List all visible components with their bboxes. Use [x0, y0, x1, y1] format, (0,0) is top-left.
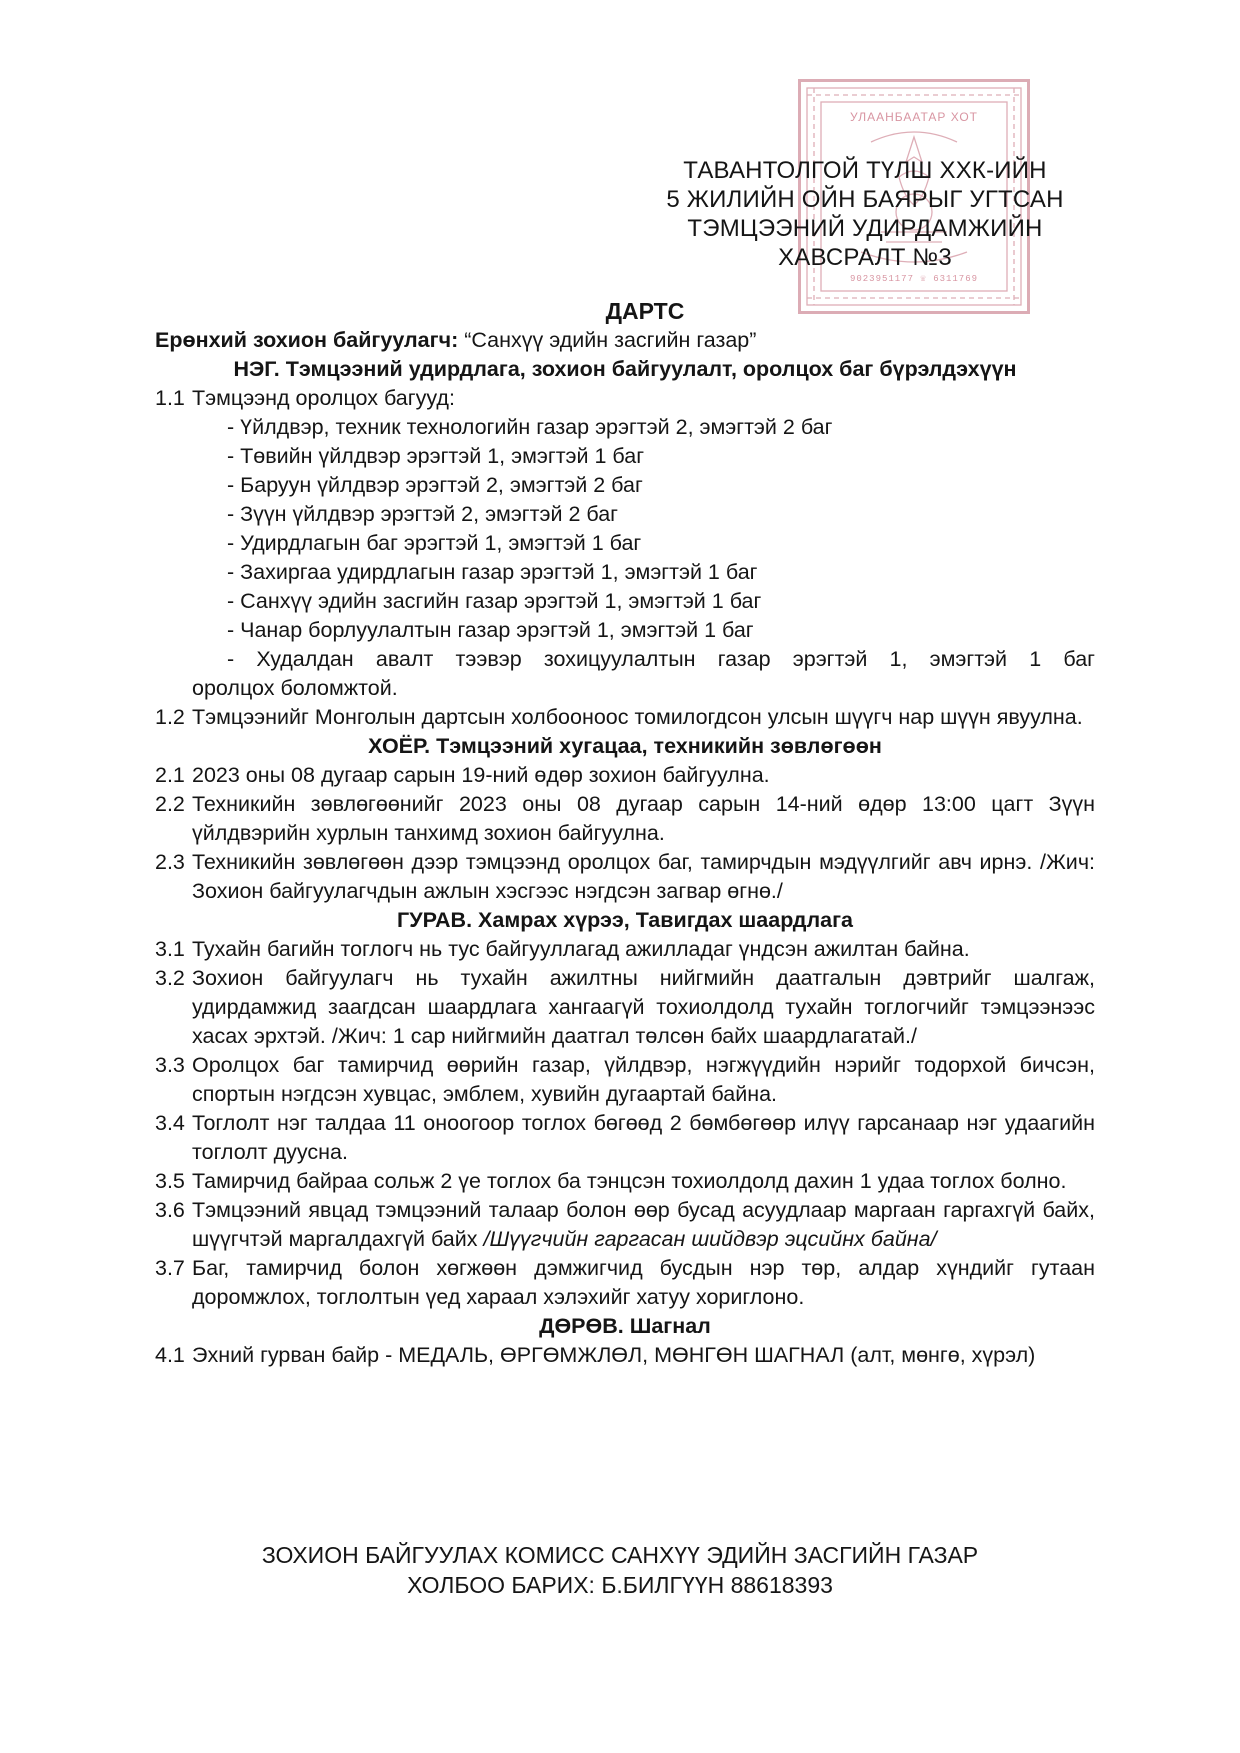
item-text: Зохион байгуулагч нь тухайн ажилтны нийгмийн даатгалын дэвтрийг шалгаж, удирдамжид заагдсан шаардлага хангаагүй тохиолдолд тухайн тоглогчийг тэмцээнээс хасах эрхтэй. /Жич: 1 сар нийгмийн даатгал төлсөн байх шаардлагатай./ — [192, 966, 1095, 1048]
list-item — [155, 1341, 1095, 1370]
header-line-2: 5 ЖИЛИЙН ОЙН БАЯРЫГ УГТСАН — [666, 186, 1064, 213]
section-4-heading: ДӨРӨВ. Шагнал — [539, 1314, 711, 1338]
section-3-heading: ГУРАВ. Хамрах хүрээ, Тавигдах шаардлага — [397, 908, 853, 932]
document-footer — [0, 1540, 1240, 1600]
item-number: 1.2 — [155, 705, 185, 729]
section-2-heading: ХОЁР. Тэмцээний хугацаа, техникийн зөвлөгөөн — [368, 734, 882, 758]
team-item: - Зүүн үйлдвэр эрэгтэй 2, эмэгтэй 2 баг — [227, 502, 618, 526]
item-text — [192, 1196, 1095, 1254]
team-item: - Үйлдвэр, техник технологийн газар эрэгтэй 2, эмэгтэй 2 баг — [227, 415, 833, 439]
list-item — [155, 848, 1095, 906]
list-item — [155, 964, 1095, 1051]
item-text: Техникийн зөвлөгөөн дээр тэмцээнд оролцох баг, тамирчдын мэдүүлгийг авч ирнэ. /Жич: Зохион байгуулагчдын ажлын хэсгээс нэгдсэн загвар өгнө./ — [192, 850, 1095, 903]
stamp-bottom-text: 9023951177 ☏ 6311769 — [849, 274, 979, 284]
item-text: Эхний гурван байр - МЕДАЛЬ, ӨРГӨМЖЛӨЛ, МӨНГӨН ШАГНАЛ (алт, мөнгө, хүрэл) — [192, 1343, 1036, 1367]
list-item — [155, 1254, 1095, 1312]
item-number: 2.2 — [155, 792, 185, 816]
team-list-tail: оролцох боломжтой. — [192, 676, 398, 700]
footer-line-2: ХОЛБОО БАРИХ: Б.БИЛГҮҮН 88618393 — [407, 1572, 833, 1598]
organizer-label: Ерөнхий зохион байгуулагч: — [155, 328, 459, 352]
item-number: 3.5 — [155, 1169, 185, 1193]
team-item: - Захиргаа удирдлагын газар эрэгтэй 1, эмэгтэй 1 баг — [227, 560, 758, 584]
organizer-value: “Санхүү эдийн засгийн газар” — [458, 328, 757, 352]
team-item: - Баруун үйлдвэр эрэгтэй 2, эмэгтэй 2 баг — [227, 473, 643, 497]
item-number: 2.1 — [155, 763, 185, 787]
item-number: 3.2 — [155, 966, 185, 990]
list-item — [155, 1196, 1095, 1254]
document-header — [600, 156, 1130, 272]
item-italic-note: /Шүүгчийн гаргасан шийдвэр эцсийнх байна/ — [483, 1227, 937, 1251]
item-text: Тэмцээнийг Монголын дартсын холбооноос томилогдсон улсын шүүгч нар шүүн явуулна. — [192, 705, 1083, 729]
section-1-heading: НЭГ. Тэмцээний удирдлага, зохион байгуулалт, оролцох баг бүрэлдэхүүн — [233, 357, 1017, 381]
team-item: - Санхүү эдийн засгийн газар эрэгтэй 1, эмэгтэй 1 баг — [227, 589, 762, 613]
item-text: Тамирчид байраа сольж 2 үе тоглох ба тэнцсэн тохиолдолд дахин 1 удаа тоглох болно. — [192, 1169, 1067, 1193]
item-number: 3.4 — [155, 1111, 185, 1135]
header-line-4: ХАВСРАЛТ №3 — [778, 244, 952, 271]
footer-line-1: ЗОХИОН БАЙГУУЛАХ КОМИСС САНХҮҮ ЭДИЙН ЗАСГИЙН ГАЗАР — [261, 1542, 979, 1568]
item-text: Тэмцээнд оролцох багууд: — [192, 386, 455, 410]
team-item: - Удирдлагын баг эрэгтэй 1, эмэгтэй 1 баг — [227, 531, 642, 555]
list-item — [155, 1109, 1095, 1167]
item-text: Оролцох баг тамирчид өөрийн газар, үйлдвэр, нэгжүүдийн нэрийг тодорхой бичсэн, спортын нэгдсэн хувцас, эмблем, хувийн дугаартай байна. — [192, 1053, 1095, 1106]
list-item — [155, 935, 1095, 964]
item-number: 3.1 — [155, 937, 185, 961]
item-number: 3.7 — [155, 1256, 185, 1280]
list-item — [155, 384, 1095, 413]
item-text: Техникийн зөвлөгөөнийг 2023 оны 08 дугаар сарын 14-ний өдөр 13:00 цагт Зүүн үйлдвэрийн хурлын танхимд зохион байгуулна. — [192, 792, 1095, 845]
list-item — [155, 703, 1095, 732]
list-item — [155, 790, 1095, 848]
team-item: - Чанар борлуулалтын газар эрэгтэй 1, эмэгтэй 1 баг — [227, 618, 754, 642]
list-item — [155, 761, 1095, 790]
item-text: Тоглолт нэг талдаа 11 оноогоор тоглох бөгөөд 2 бөмбөгөөр илүү гарсанаар нэг удаагийн тоглолт дуусна. — [192, 1111, 1095, 1164]
item-number: 4.1 — [155, 1343, 185, 1367]
item-text: 2023 оны 08 дугаар сарын 19-ний өдөр зохион байгуулна. — [192, 763, 770, 787]
item-number: 3.6 — [155, 1198, 185, 1222]
document-title: ДАРТС — [605, 298, 685, 324]
item-number: 2.3 — [155, 850, 185, 874]
team-item: - Төвийн үйлдвэр эрэгтэй 1, эмэгтэй 1 баг — [227, 444, 645, 468]
header-line-1: ТАВАНТОЛГОЙ ТҮЛШ ХХК-ИЙН — [683, 157, 1047, 184]
list-item — [155, 1051, 1095, 1109]
list-item — [155, 1167, 1095, 1196]
item-text: Баг, тамирчид болон хөгжөөн дэмжигчид бусдын нэр төр, алдар хүндийг гутаан доромжлох, тоглолтын үед хараал хэлэхийг хатуу хориглоно. — [192, 1256, 1095, 1309]
header-line-3: ТЭМЦЭЭНИЙ УДИРДАМЖИЙН — [687, 215, 1043, 242]
item-text: Тухайн багийн тоглогч нь тус байгууллагад ажилладаг үндсэн ажилтан байна. — [192, 937, 970, 961]
stamp-top-text: УЛААНБААТАР ХОТ — [850, 110, 978, 124]
team-item: - Худалдан авалт тээвэр зохицуулалтын газар эрэгтэй 1, эмэгтэй 1 баг — [227, 647, 1095, 671]
item-text-main: Тэмцээний явцад тэмцээний талаар болон өөр бусад асуудлаар маргаан гаргахгүй байх, шүүгчтэй маргалдахгүй байх — [192, 1198, 1095, 1251]
document-body — [155, 297, 1095, 1370]
organizer-line — [155, 326, 1095, 355]
item-number: 3.3 — [155, 1053, 185, 1077]
item-number: 1.1 — [155, 386, 185, 410]
